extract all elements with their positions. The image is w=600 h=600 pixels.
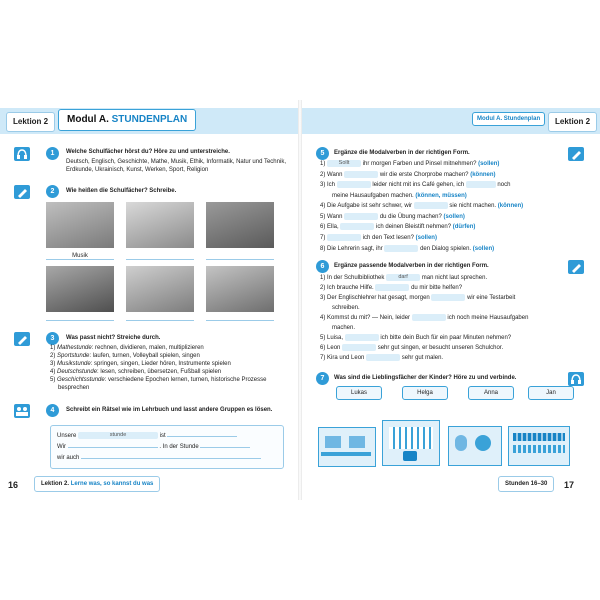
verb-hint: (können, müssen) — [415, 192, 467, 199]
name-box-jan[interactable]: Jan — [528, 386, 574, 400]
item-text: Leon — [327, 345, 341, 352]
ex3-instruction: Was passt nicht? Streiche durch. — [66, 335, 161, 341]
item-text: ich bitte dein Buch für ein paar Minuten nehmen? — [380, 335, 512, 342]
item-number: 6) — [320, 345, 326, 352]
listening-icon — [568, 372, 584, 386]
item-text: ihr morgen Farben und Pinsel mitnehmen? — [362, 161, 477, 168]
scene-computer-room[interactable] — [318, 427, 376, 467]
item-text: wir die erste Chorprobe machen? — [379, 171, 469, 178]
ex6-instruction: Ergänze passende Modalverben in der richtigen Form. — [334, 263, 489, 269]
answer-blank[interactable] — [337, 181, 371, 188]
globe-icon — [475, 435, 491, 451]
listening-icon — [14, 147, 30, 161]
item-text: meine Hausaufgaben machen. — [332, 192, 414, 199]
photo-music-class — [46, 202, 114, 248]
item-text: man nicht laut sprechen. — [421, 275, 488, 282]
scene-science-lab[interactable] — [448, 426, 502, 466]
list-item — [320, 245, 580, 253]
answer-line — [206, 259, 274, 260]
item-number: 5) — [320, 335, 326, 342]
list-item — [50, 384, 290, 392]
item-text[interactable]: : springen, singen, Lieder hören, Instrumente spielen — [90, 361, 231, 367]
item-text: Wann — [327, 213, 343, 220]
flask-icon — [455, 435, 467, 451]
list-item — [320, 213, 580, 221]
item-text: Der Englischlehrer hat gesagt, morgen — [327, 295, 430, 302]
answer-blank[interactable] — [342, 344, 376, 351]
riddle-blank-text: stunde — [109, 432, 127, 438]
footer-label: Stunden — [505, 481, 529, 487]
list-item — [50, 376, 290, 384]
page-number: 17 — [564, 480, 575, 490]
monitor-icon — [349, 436, 365, 448]
list-item — [320, 171, 580, 179]
desk — [321, 452, 371, 456]
list-item — [320, 344, 580, 352]
verb-hint: (können) — [470, 171, 496, 178]
item-text: den Dialog spielen. — [420, 245, 472, 252]
answer-blank[interactable] — [466, 181, 496, 188]
list-item — [320, 314, 580, 322]
item-number: 7) — [320, 355, 326, 362]
item-number: 6) — [320, 224, 326, 231]
modul-prefix: Modul A. — [67, 114, 109, 125]
ex5-list — [320, 160, 580, 255]
ex6-list — [320, 274, 580, 365]
riddle-line[interactable] — [68, 447, 158, 448]
answer-line — [126, 320, 194, 321]
answer-text: Sollt — [338, 160, 350, 166]
textbook-spread — [0, 100, 600, 500]
list-item — [50, 368, 290, 376]
subject-name: Deutschstunde — [57, 369, 98, 375]
riddle-box — [50, 425, 284, 469]
photo-reading-class — [206, 202, 274, 248]
answer-blank[interactable] — [384, 245, 418, 252]
pencil-icon — [14, 185, 30, 199]
right-page — [302, 100, 600, 500]
list-item — [320, 284, 580, 292]
item-number: 2) — [50, 353, 56, 359]
item-text: Die Aufgabe ist sehr schwer, wir — [327, 203, 413, 210]
ex5-instruction: Ergänze die Modalverben in der richtigen Form. — [334, 150, 470, 156]
item-text: du mir bitte helfen? — [411, 285, 463, 292]
answer-blank[interactable] — [386, 274, 420, 281]
photo-caption-example: Musik — [72, 253, 88, 259]
item-text: Ich — [327, 182, 336, 189]
verb-hint: (können) — [497, 203, 524, 210]
riddle-row-2 — [57, 443, 279, 451]
item-text[interactable]: : laufen, turnen, Volleyball spielen, singen — [89, 353, 200, 359]
answer-blank[interactable] — [345, 334, 379, 341]
name-box-anna[interactable]: Anna — [468, 386, 514, 400]
item-text: sehr gut malen. — [401, 355, 444, 362]
verb-hint: (sollen) — [415, 235, 437, 242]
answer-blank[interactable] — [431, 294, 465, 301]
piano-icon — [389, 427, 433, 449]
riddle-word: ist — [159, 433, 166, 440]
answer-blank[interactable] — [340, 223, 374, 230]
item-number: 4) — [50, 369, 56, 375]
left-footer — [34, 476, 160, 492]
list-item — [320, 160, 580, 168]
item-number: 3) — [320, 182, 326, 189]
answer-blank[interactable] — [327, 160, 361, 167]
list-item — [50, 352, 290, 360]
item-number: 5) — [50, 377, 56, 383]
name-box-helga[interactable]: Helga — [402, 386, 448, 400]
list-item — [320, 274, 580, 282]
riddle-blank[interactable] — [78, 432, 158, 439]
item-number: 2) — [320, 171, 326, 178]
verb-hint: (dürfen) — [452, 224, 476, 231]
list-item: 3) Ich leider nicht mit ins Café gehen, ich noch — [320, 182, 511, 189]
footer-title: Lerne was, so kannst du was — [70, 481, 154, 487]
scene-music-room[interactable] — [382, 420, 440, 466]
item-number: 1) — [320, 275, 326, 282]
riddle-row-3 — [57, 454, 279, 462]
answer-blank[interactable] — [344, 171, 378, 178]
list-item — [320, 354, 580, 362]
list-item — [320, 294, 580, 302]
modul-name: STUNDENPLAN — [111, 114, 188, 125]
item-text: machen. — [332, 325, 356, 332]
modul-title — [58, 109, 196, 131]
exercise-number: 1 — [46, 147, 59, 160]
answer-line — [46, 259, 114, 260]
list-item — [320, 202, 580, 210]
answer-text: darf — [398, 274, 408, 280]
item-text[interactable]: : rechnen, dividieren, malen, multiplizieren — [91, 345, 204, 351]
subject-name: Geschichtsstunde — [57, 377, 105, 383]
photo-globe — [46, 266, 114, 312]
riddle-word: Unsere — [57, 433, 77, 440]
left-page — [0, 100, 298, 500]
item-number: 8) — [320, 245, 326, 252]
item-number: 1) — [320, 161, 326, 168]
pencil-icon — [568, 147, 584, 161]
exercise-number: 5 — [316, 147, 329, 160]
subject-name: Mathestunde — [57, 345, 92, 351]
item-number: 3) — [320, 295, 326, 302]
item-text: Ich brauche Hilfe. — [327, 285, 374, 292]
item-text: ich den Text lesen? — [362, 235, 414, 242]
item-text: In der Schulbibliothek — [327, 275, 385, 282]
verb-hint: (sollen) — [472, 245, 495, 252]
item-text[interactable]: : lesen, schreiben, übersetzen, Fußball spielen — [97, 369, 222, 375]
answer-blank[interactable] — [344, 213, 378, 220]
bookshelf-icon — [513, 445, 565, 453]
riddle-word: Wir — [57, 444, 66, 450]
item-text: ich deinen Bleistift nehmen? — [376, 224, 452, 231]
subject-name: Musikstunde — [57, 361, 91, 367]
answer-blank[interactable] — [375, 284, 409, 291]
answer-line — [126, 259, 194, 260]
answer-blank[interactable] — [366, 354, 400, 361]
scene-library[interactable] — [508, 426, 570, 466]
list-item — [320, 304, 580, 312]
answer-blank[interactable] — [412, 314, 446, 321]
item-text: leider nicht mit ins Café gehen, ich — [372, 182, 465, 189]
footer-range: 16–30 — [530, 481, 548, 487]
item-text: Die Lehrerin sagt, ihr — [327, 245, 383, 252]
ex3-list — [50, 344, 290, 392]
bookshelf-icon — [513, 433, 565, 441]
answer-blank[interactable] — [327, 234, 361, 241]
list-item — [320, 192, 580, 200]
riddle-line[interactable] — [81, 458, 261, 459]
riddle-word: wir auch — [57, 455, 80, 461]
name-box-lukas[interactable]: Lukas — [336, 386, 382, 400]
list-item — [50, 360, 290, 368]
exercise-number: 3 — [46, 332, 59, 345]
riddle-word: . In der Stunde — [159, 444, 199, 450]
exercise-number: 7 — [316, 372, 329, 385]
monitor-icon — [325, 436, 341, 448]
item-text: Luisa, — [327, 335, 344, 342]
item-text: du die Übung machen? — [379, 213, 442, 220]
ex2-instruction: Wie heißen die Schulfächer? Schreibe. — [66, 188, 177, 194]
ex1-instruction: Welche Schulfächer hörst du? Höre zu und unterstreiche. — [66, 149, 230, 155]
photo-sport-class — [126, 202, 194, 248]
item-number: 2) — [320, 285, 326, 292]
item-text: Ella, — [327, 224, 339, 231]
item-text: ich noch meine Hausaufgaben — [447, 315, 529, 322]
lektion-label: Lektion 2 — [548, 112, 597, 132]
pencil-icon — [568, 260, 584, 274]
pencil-icon — [14, 332, 30, 346]
item-text[interactable]: : verschiedene Epochen lernen, turnen, historische Prozesse — [104, 377, 267, 383]
item-number: 3) — [50, 361, 56, 367]
item-number: 1) — [50, 345, 56, 351]
item-text: Kira und Leon — [327, 355, 365, 362]
ex7-instruction: Was sind die Lieblingsfächer der Kinder? Höre zu und verbinde. — [334, 375, 517, 381]
item-number: 7) — [320, 235, 326, 242]
exercise-number: 6 — [316, 260, 329, 273]
answer-line — [46, 320, 114, 321]
list-item — [320, 334, 580, 342]
riddle-row-1 — [57, 432, 279, 440]
item-text: sie nicht machen. — [449, 203, 497, 210]
answer-line — [206, 320, 274, 321]
subject-name: Sportstunde — [57, 353, 90, 359]
page-number: 16 — [8, 480, 19, 490]
item-text[interactable]: besprechen — [58, 385, 90, 391]
modul-tag: Modul A. Stundenplan — [472, 112, 545, 126]
group-work-icon — [14, 404, 30, 418]
item-text: wir eine Testarbeit — [467, 295, 516, 302]
photo-boy-science — [126, 266, 194, 312]
speaker-icon — [403, 451, 417, 461]
ex4-instruction: Schreibt ein Rätsel wie im Lehrbuch und lasst andere Gruppen es lösen. — [66, 407, 273, 413]
item-text: sehr gut singen, er besucht unseren Schulchor. — [377, 345, 504, 352]
item-text: schreiben. — [332, 305, 360, 312]
riddle-line[interactable] — [167, 436, 237, 437]
item-number: 5) — [320, 213, 326, 220]
ex1-subjects: Deutsch, Englisch, Geschichte, Mathe, Musik, Ethik, Informatik, Natur und Technik, Erdkunde, Ukrainisch, Kunst, Werken, Sport, Religion — [66, 159, 286, 173]
footer-lektion: Lektion 2. — [41, 481, 70, 487]
photo-art-supplies — [206, 266, 274, 312]
exercise-number: 4 — [46, 404, 59, 417]
item-text: Kommst du mit? — Nein, leider — [327, 315, 411, 322]
item-number: 4) — [320, 315, 326, 322]
list-item — [50, 344, 290, 352]
list-item — [320, 324, 580, 332]
list-item — [320, 234, 580, 242]
verb-hint: (sollen) — [478, 161, 500, 168]
lektion-label: Lektion 2 — [6, 112, 55, 132]
right-footer — [498, 476, 554, 492]
item-text: Wann — [327, 171, 343, 178]
item-number: 4) — [320, 203, 326, 210]
list-item — [320, 223, 580, 231]
answer-blank[interactable] — [414, 202, 448, 209]
exercise-number: 2 — [46, 185, 59, 198]
verb-hint: (sollen) — [443, 213, 465, 220]
riddle-line[interactable] — [200, 447, 250, 448]
